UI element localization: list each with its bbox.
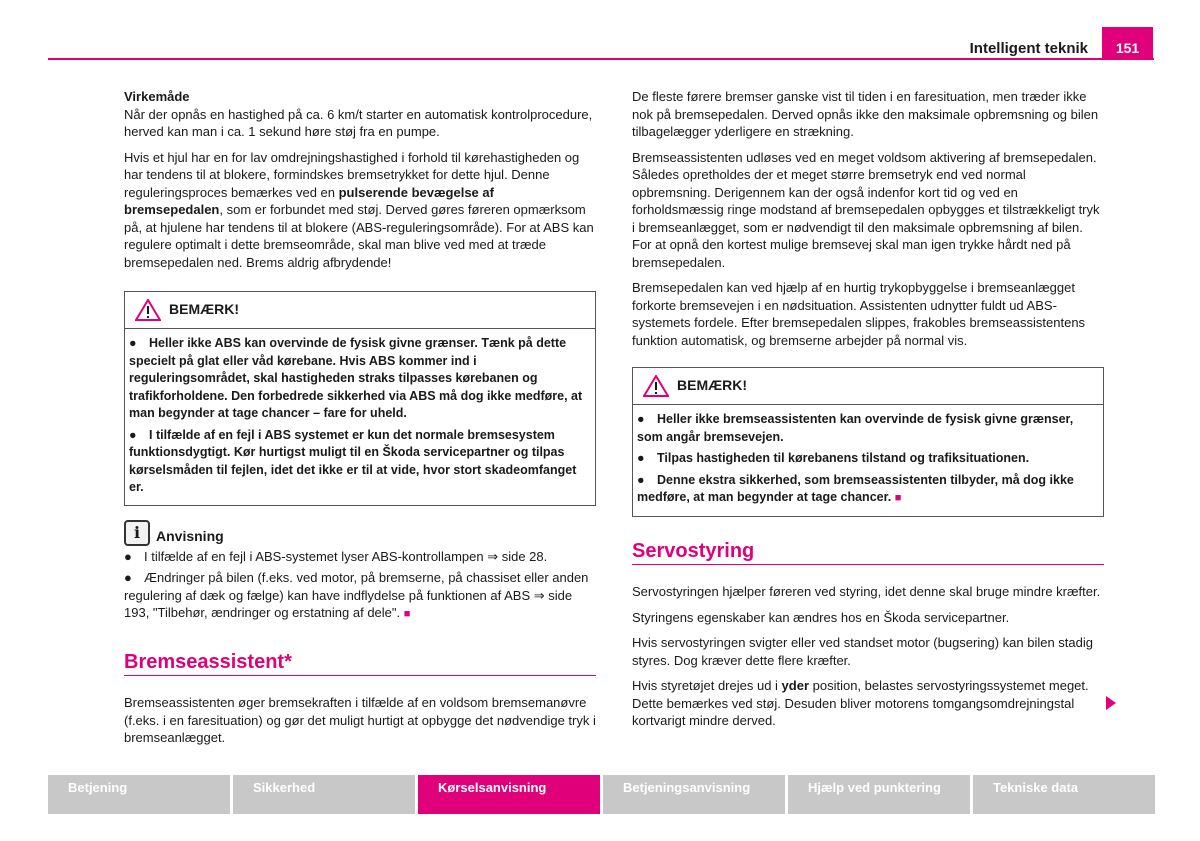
note-item: ● Ændringer på bilen (f.eks. ved motor, på bremserne, på chassiset eller anden regulering af dæk og fælge) kan have indflydelse på funktionen af ABS ⇒ side 193, "Tilbehør, ændringer og erstatning af dele". ■ [124,570,589,620]
paragraph: Hvis servostyringen svigter eller ved standset motor (bugsering) kan bilen stadig styres. Dog kræver dette flere kræfter. [632,635,1093,668]
paragraph: Servostyringen hjælper føreren ved styring, idet denne skal bruge mindre kræfter. [632,584,1101,599]
running-header: Intelligent teknik [969,40,1088,57]
footer-tab-tekniske-data[interactable]: Tekniske data [973,775,1155,814]
page-number: 151 [1102,27,1153,60]
footer-tab-betjening[interactable]: Betjening [48,775,230,814]
left-column [124,88,596,755]
bullet-icon: ● [129,427,137,442]
footer-tab-koerselsanvisning[interactable]: Kørselsanvisning [418,775,600,814]
info-icon: i [124,520,150,546]
section-title-servostyring: Servostyring [632,543,1104,566]
bullet-icon: ● [124,548,132,564]
paragraph: De fleste førere bremser ganske vist til tiden i en faresituation, men træder ikke nok på bremsepedalen. Derved opnås ikke den maksimale opbremsning og bilen tilbagelægger yderligere en strækning. [632,89,1099,139]
paragraph: Bremseassistenten udløses ved en meget voldsom aktivering af bremsepedalen. Således opretholdes der et meget større bremsetryk end ved normal opbremsning. Derigennem kan der også indenfor kort tid og ved en forholdsmæssig ringe modstand af bremsepedalen opbygges et tilstrækkeligt tryk i bremseanlægget, som er nødvendigt til den maksimale opbremsning af bilen. For at opnå den kortest mulige bremsevej skal man igen trykke hårdt ned på bremsepedalen. [632,149,1100,270]
warning-box [124,291,596,506]
warning-title: BEMÆRK! [169,301,239,318]
warning-item: ● Denne ekstra sikkerhed, som bremseassistenten tilbyder, må dog ikke medføre, at man begynder at tage chancer. ■ [637,472,1074,504]
paragraph: Hvis et hjul har en for lav omdrejningshastighed i forhold til kørehastigheden og har tendens til at blokere, formindskes bremsetrykket for dette hjul. Denne reguleringsproces bemærkes ved en pulserende bevægelse af bremsepedalen, som er forbundet med støj. Derved gøres føreren opmærksom på, at hjulene har tendens til at blokere (ABS-reguleringsområde). For at ABS kan regulere optimalt i dette bremseområde, skal man blive ved med at træde bremsepedalen ned. Brems aldrig afbrydende! [124,149,594,270]
warning-header [125,292,595,329]
end-square-icon: ■ [894,492,902,504]
bullet-icon: ● [129,336,137,350]
paragraph: Bremsepedalen kan ved hjælp af en hurtig trykopbyggelse i bremseanlægget forkorte bremsevejen i en nødsituation. Assistenten udnytter fuldt ud ABS-systemets fordele. Efter bremsepedalen slippes, frakobles bremseassistentens funktion automatisk, og bremserne arbejder på normal vis. [632,280,1086,348]
warning-body [633,405,1103,516]
paragraph: Hvis styretøjet drejes ud i yder position, belastes servostyringssystemet meget. Dette bemærkes ved støj. Desuden bliver motorens tomgangsomdrejningstal kortvarigt mindre derved. [632,678,1089,728]
bullet-icon: ● [637,412,645,426]
end-square-icon: ■ [403,608,411,620]
next-page-arrow-icon[interactable] [1106,696,1116,710]
note-header [124,520,596,546]
footer-tab-betjeningsanvisning[interactable]: Betjeningsanvisning [603,775,785,814]
bullet-icon: ● [637,472,645,487]
note-item: ● I tilfælde af en fejl i ABS-systemet lyser ABS-kontrollampen ⇒ side 28. [124,548,548,564]
right-column [632,88,1104,738]
warning-item: ● Tilpas hastigheden til kørebanens tilstand og trafiksituationen. [637,450,1097,468]
footer-tab-sikkerhed[interactable]: Sikkerhed [233,775,415,814]
footer-tab-hjaelp-ved-punktering[interactable]: Hjælp ved punktering [788,775,970,814]
warning-body [125,329,595,505]
section-title-bremseassistent: Bremseassistent* [124,654,596,677]
paragraph: Når der opnås en hastighed på ca. 6 km/t starter en automatisk kontrolprocedure, herved kan man i ca. 1 sekund høre støj fra en pumpe. [124,106,593,139]
warning-triangle-icon [643,375,669,397]
warning-title: BEMÆRK! [677,377,747,394]
bullet-icon: ● [124,570,132,585]
bullet-icon: ● [637,451,645,465]
warning-header [633,368,1103,405]
paragraph: Bremseassistenten øger bremsekraften i tilfælde af en voldsom bremsemanøvre (f.eks. i en faresituation) og gør det muligt hurtigt at opbygge det nødvendige tryk i bremseanlægget. [124,695,596,745]
warning-item: ● Heller ikke ABS kan overvinde de fysisk givne grænser. Tænk på dette specielt på glat eller våd kørebane. Hvis ABS kommer ind i reguleringsområdet, skal hastigheden straks tilpasses kørebanen og trafikforholdene. Den forbedrede sikkerhed via ABS må dog ikke medføre, at man begynder at tage chancer – fare for uheld. [129,336,583,420]
warning-item: ● I tilfælde af en fejl i ABS systemet er kun det normale bremsesystem funktionsdygtigt. Kør hurtigst muligt til en Škoda servicepartner og tilpas kørselsmåden til fejlen, idet det ikke er til at vide, hvor stort skadeomfanget er. [129,427,577,494]
paragraph: Styringens egenskaber kan ændres hos en Škoda servicepartner. [632,609,1010,625]
header-rule [48,58,1154,60]
warning-box [632,367,1104,517]
warning-triangle-icon [135,299,161,321]
note-title: Anvisning [156,528,224,544]
subheading-virkemaade: Virkemåde [124,89,190,104]
warning-item: ● Heller ikke bremseassistenten kan overvinde de fysisk givne grænser, som angår bremsevejen. [637,412,1074,444]
footer-nav [48,775,1155,814]
